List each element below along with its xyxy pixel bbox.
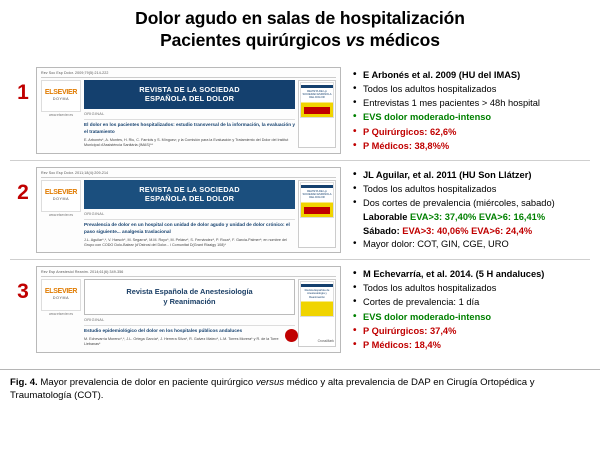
row-number: 3: [17, 280, 29, 304]
article-kicker: ORIGINAL: [84, 111, 105, 116]
cover-title: Revista Española de Anestesiología y Reanimación: [304, 288, 330, 299]
data-line-weekday-label: Laborable: [363, 212, 411, 223]
publisher-url: www.elsevier.es: [48, 311, 74, 316]
publisher-logo: [41, 80, 81, 148]
journal-header: Rev Soc Esp Dolor. 2011;18(4):209-214: [41, 171, 336, 178]
journal-banner: [84, 279, 295, 315]
bullet-population: • Todos los adultos hospitalizados: [353, 83, 590, 96]
bullet-population: • Todos los adultos hospitalizados: [353, 183, 590, 196]
publisher-logo: [41, 180, 81, 248]
paper-thumbnail: [36, 167, 341, 253]
figure-caption-area: [0, 369, 600, 403]
divider: [84, 325, 295, 326]
journal-banner-line-1: Revista Española de Anestesiología: [126, 286, 253, 296]
article-title: El dolor en los pacientes hospitalizados: estudio transversal de la información, la evaluación y el tratamiento: [84, 121, 295, 134]
journal-banner-line-1: REVISTA DE LA SOCIEDAD: [139, 84, 240, 94]
crossmark-icon: CrossMark: [317, 338, 334, 343]
title-line-1: Dolor agudo en salas de hospitalización: [135, 8, 465, 28]
figure-caption: [10, 377, 590, 403]
study-bullets: [341, 266, 590, 353]
journal-banner-line-2: y Reanimación: [163, 296, 216, 306]
article-authors: M. Echevarría Moreno*,*, J.L. Ortega García*, J. Herrera Silva*, R. Galvez Mateo*, L.M. Torres Morera* y R. de la Torre Liebanas*: [84, 336, 279, 346]
bullet-study-ref: • E Arbonés et al. 2009 (HU del IMAS): [353, 69, 590, 82]
journal-cover: [298, 80, 336, 148]
journal-banner-line-2: ESPAÑOLA DEL DOLOR: [144, 94, 235, 104]
divider: [84, 219, 295, 220]
study-row: [10, 259, 590, 359]
cover-red-block: [304, 207, 330, 214]
journal-header: Rev Esp Anestesiol Reanim. 2014;61(6):349-356: [41, 270, 336, 277]
study-rows: [10, 61, 590, 359]
data-line-saturday: [353, 225, 590, 238]
paper-thumbnail: [36, 67, 341, 154]
title-line-2-b: médicos: [364, 29, 440, 50]
publisher-logo: [41, 279, 81, 347]
study-row: [10, 61, 590, 160]
article-authors: E. Arbonés*, A. Montes, H. Riu, C. Farriols y S. Mínguez; y la Comisión para la Evaluación y Tratamiento del Dolor del Institut Municipal d'Assistència Sanitària (IMAS)**: [84, 137, 289, 147]
journal-banner-line-2: ESPAÑOLA DEL DOLOR: [144, 194, 235, 204]
bullet-method: • Entrevistas 1 mes pacientes > 48h hospital: [353, 97, 590, 110]
row-number: 2: [17, 180, 29, 204]
page-title: [10, 8, 590, 52]
data-line-weekday: [353, 211, 590, 224]
data-line-saturday-eva3: EVA>3: 40,06%: [402, 225, 469, 236]
article-title: Prevalencia de dolor en un hospital con unidad de dolor agudo y unidad de dolor crónico: el paso siguiente... analgesia traslacional: [84, 222, 290, 234]
publisher-url: www.elsevier.es: [48, 112, 74, 117]
journal-banner: [84, 80, 295, 109]
journal-cover: [298, 180, 336, 248]
journal-cover: [298, 279, 336, 347]
article-kicker: ORIGINAL: [84, 317, 105, 322]
data-line-saturday-label: Sábado:: [363, 225, 403, 236]
bullet-method: • Cortes de prevalencia: 1 día: [353, 296, 590, 309]
article-authors: J.L. Aguilar*,*, V. Harsch*, M. Segarra*, M.M. Royo*, M. Peláez*, S. Fernández*, P. Roca*, F. Garcia-Palmer*; en nombre del Grupo con CODO Dolo-Balear (d'Ostrosi del Dolor... i Comunitat D(Grant Rizaigy 108)*: [84, 237, 287, 247]
bullet-medical-result: • P Médicos: 38,8%%: [353, 140, 590, 153]
bullet-surgical-result: • P Quirúrgicos: 37,4%: [353, 325, 590, 338]
bullet-medical-result: • P Médicos: 18,4%: [353, 339, 590, 352]
cover-top-bar: [301, 284, 333, 287]
elsevier-logo-text: ELSEVIER: [44, 288, 78, 296]
bullet-study-ref: • M Echevarría, et al. 2014. (5 H andaluces): [353, 268, 590, 281]
title-line-2-a: Pacientes quirúrgicos: [160, 29, 346, 50]
data-line-weekday-eva6: EVA>6: 16,41%: [476, 212, 546, 223]
data-line-saturday-eva6: EVA>6: 24,4%: [468, 225, 533, 236]
imprint-label: DOYMA: [52, 97, 70, 102]
bullet-surgical-result: • P Quirúrgicos: 62,6%: [353, 126, 590, 139]
bullet-outcome-measure: • EVS dolor moderado-intenso: [353, 311, 590, 324]
imprint-label: DOYMA: [52, 296, 70, 301]
publisher-url: www.elsevier.es: [48, 212, 74, 217]
study-bullets: [341, 167, 590, 253]
cover-top-bar: [301, 185, 333, 188]
journal-header: Rev Soc Esp Dolor. 2009;79(5):214-222: [41, 71, 336, 78]
bullet-max-pain-label: Mayor dolor:: [363, 238, 418, 249]
figure-caption-italic: versus: [255, 377, 285, 389]
paper-thumbnail: [36, 266, 341, 353]
elsevier-logo-text: ELSEVIER: [44, 89, 78, 97]
cover-top-bar: [301, 85, 333, 88]
bullet-population: • Todos los adultos hospitalizados: [353, 282, 590, 295]
figure-number: Fig. 4.: [10, 377, 38, 389]
bullet-max-pain-value: COT, GIN, CGE, URO: [417, 238, 509, 249]
divider: [84, 119, 295, 120]
bullet-outcome-measure: • EVS dolor moderado-intenso: [353, 111, 590, 124]
journal-banner: [84, 180, 295, 209]
figure-caption-text-a: Mayor prevalencia de dolor en paciente quirúrgico: [37, 377, 256, 389]
cover-title: REVISTA DE LA SOCIEDAD ESPAÑOLA DEL DOLOR: [302, 89, 332, 100]
cover-title: REVISTA DE LA SOCIEDAD ESPAÑOLA DEL DOLOR: [302, 189, 332, 200]
bullet-max-pain: [353, 238, 590, 251]
article-kicker: ORIGINAL: [84, 211, 105, 216]
figure-caption-text-b: médico y alta prevalencia de DAP en Cirugía Ortopédica y Traumatología (COT).: [10, 377, 535, 402]
bullet-study-ref: • JL Aguilar, et al. 2011 (HU Son Llátzer): [353, 169, 590, 182]
title-line-2-italic: vs: [345, 29, 365, 50]
cover-red-block: [304, 107, 330, 114]
row-number: 1: [17, 80, 29, 104]
data-line-weekday-eva3: EVA>3: 37,40%: [410, 212, 477, 223]
elsevier-logo-text: ELSEVIER: [44, 189, 78, 197]
study-row: [10, 160, 590, 259]
study-bullets: [341, 67, 590, 154]
title-line-2: [10, 30, 590, 52]
bullet-method: • Dos cortes de prevalencia (miércoles, sabado): [353, 197, 590, 210]
imprint-label: DOYMA: [52, 197, 70, 202]
journal-banner-line-1: REVISTA DE LA SOCIEDAD: [139, 184, 240, 194]
article-title: Estudio epidemiológico del dolor en los hospitales públicos andaluces: [84, 328, 243, 333]
